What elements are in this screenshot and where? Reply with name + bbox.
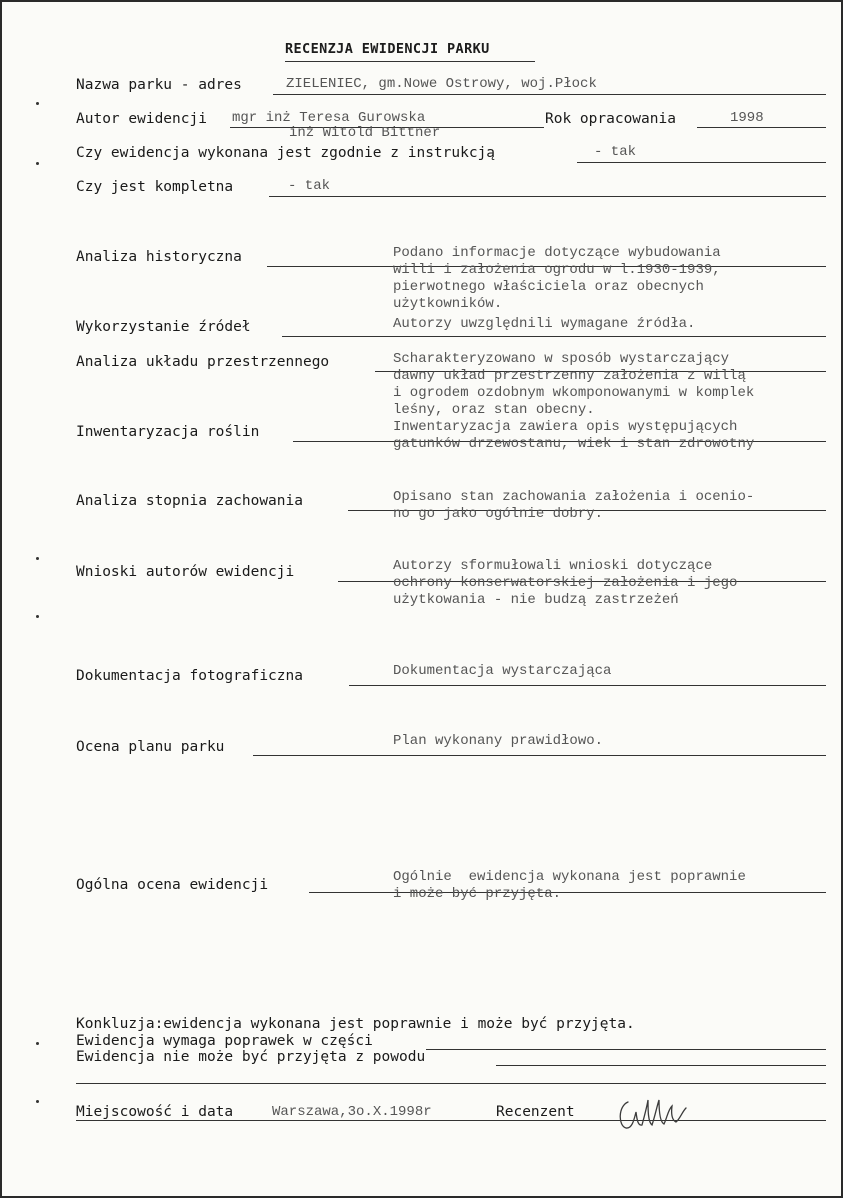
author-value-1: mgr inż Teresa Gurowska [232, 110, 426, 126]
section-text-line: no go jako ogólnie dobry. [393, 506, 604, 522]
margin-mark [36, 162, 39, 165]
section-text-line: dawny układ przestrzenny założenia z willą [393, 368, 746, 384]
margin-mark [36, 102, 39, 105]
year-label: Rok opracowania [545, 111, 676, 127]
instruction-label: Czy ewidencja wykonana jest zgodnie z instrukcją [76, 145, 496, 161]
year-line [697, 127, 826, 128]
complete-label: Czy jest kompletna [76, 179, 234, 195]
section-label: Ocena planu parku [76, 739, 225, 755]
instruction-value: - tak [594, 144, 637, 160]
section-label: Dokumentacja fotograficzna [76, 668, 303, 684]
section-text-line: ochrony konserwatorskiej założenia i jego [393, 575, 738, 591]
section-text-line: willi i założenia ogrodu w l.1930-1939, [393, 262, 721, 278]
margin-mark [36, 557, 39, 560]
section-label: Ogólna ocena ewidencji [76, 877, 269, 893]
section-text-line: gatunków drzewostanu, wiek i stan zdrowotny [393, 436, 755, 452]
reviewer-signature [614, 1092, 694, 1134]
section-label: Wykorzystanie źródeł [76, 319, 251, 335]
section-line [282, 336, 826, 337]
section-text-line: leśny, oraz stan obecny. [393, 402, 595, 418]
conclusion-line-3: Ewidencja nie może być przyjęta z powodu [76, 1049, 426, 1065]
section-text-line: i ogrodem ozdobnym wkomponowanymi w komplek [393, 385, 755, 401]
section-text-line: pierwotnego właściciela oraz obecnych [393, 279, 704, 295]
instruction-line [577, 162, 826, 163]
author-value-2: inż Witold Bittner [289, 125, 441, 141]
conclusion-line-1: Konkluzja:ewidencja wykonana jest poprawnie i może być przyjęta. [76, 1016, 635, 1032]
place-date-value: Warszawa,3o.X.1998r [272, 1104, 432, 1120]
conclusion-line-2: Ewidencja wymaga poprawek w części [76, 1033, 373, 1049]
section-text-line: Autorzy uwzględnili wymagane źródła. [393, 316, 696, 332]
form-title: RECENZJA EWIDENCJI PARKU [285, 41, 490, 57]
section-text-line: Podano informacje dotyczące wybudowania [393, 245, 721, 261]
conclusion-line-2-blank [426, 1049, 826, 1050]
section-line [309, 892, 826, 893]
section-text-line: Opisano stan zachowania założenia i ocenio- [393, 489, 755, 505]
section-text-line: użytkowników. [393, 296, 503, 312]
section-text-line: użytkowania - nie budzą zastrzeżeń [393, 592, 679, 608]
conclusion-line-3-blank [496, 1065, 826, 1066]
section-label: Inwentaryzacja roślin [76, 424, 260, 440]
section-text-line: Autorzy sformułowali wnioski dotyczące [393, 558, 713, 574]
section-label: Analiza stopnia zachowania [76, 493, 303, 509]
section-text-line: Scharakteryzowano w sposób wystarczający [393, 351, 730, 367]
section-label: Analiza układu przestrzennego [76, 354, 330, 370]
author-label: Autor ewidencji [76, 111, 207, 127]
conclusion-extra-line [76, 1083, 826, 1084]
complete-value: - tak [288, 178, 331, 194]
margin-mark [36, 1042, 39, 1045]
park-name-line [273, 94, 826, 95]
section-label: Analiza historyczna [76, 249, 242, 265]
footer-line [76, 1120, 826, 1121]
section-text-line: Ogólnie ewidencja wykonana jest poprawnie [393, 869, 746, 885]
complete-line [269, 196, 826, 197]
section-text-line: i może być przyjęta. [393, 886, 562, 902]
margin-mark [36, 615, 39, 618]
section-text-line: Inwentaryzacja zawiera opis występujących [393, 419, 738, 435]
section-line [349, 685, 826, 686]
park-name-value: ZIELENIEC, gm.Nowe Ostrowy, woj.Płock [286, 76, 597, 92]
place-date-label: Miejscowość i data [76, 1104, 234, 1120]
year-value: 1998 [730, 110, 764, 126]
section-label: Wnioski autorów ewidencji [76, 564, 295, 580]
park-name-label: Nazwa parku - adres [76, 77, 242, 93]
margin-mark [36, 1100, 39, 1103]
reviewer-label: Recenzent [496, 1104, 575, 1120]
section-text-line: Plan wykonany prawidłowo. [393, 733, 604, 749]
section-text-line: Dokumentacja wystarczająca [393, 663, 612, 679]
section-line [253, 755, 826, 756]
title-underline [285, 61, 535, 62]
